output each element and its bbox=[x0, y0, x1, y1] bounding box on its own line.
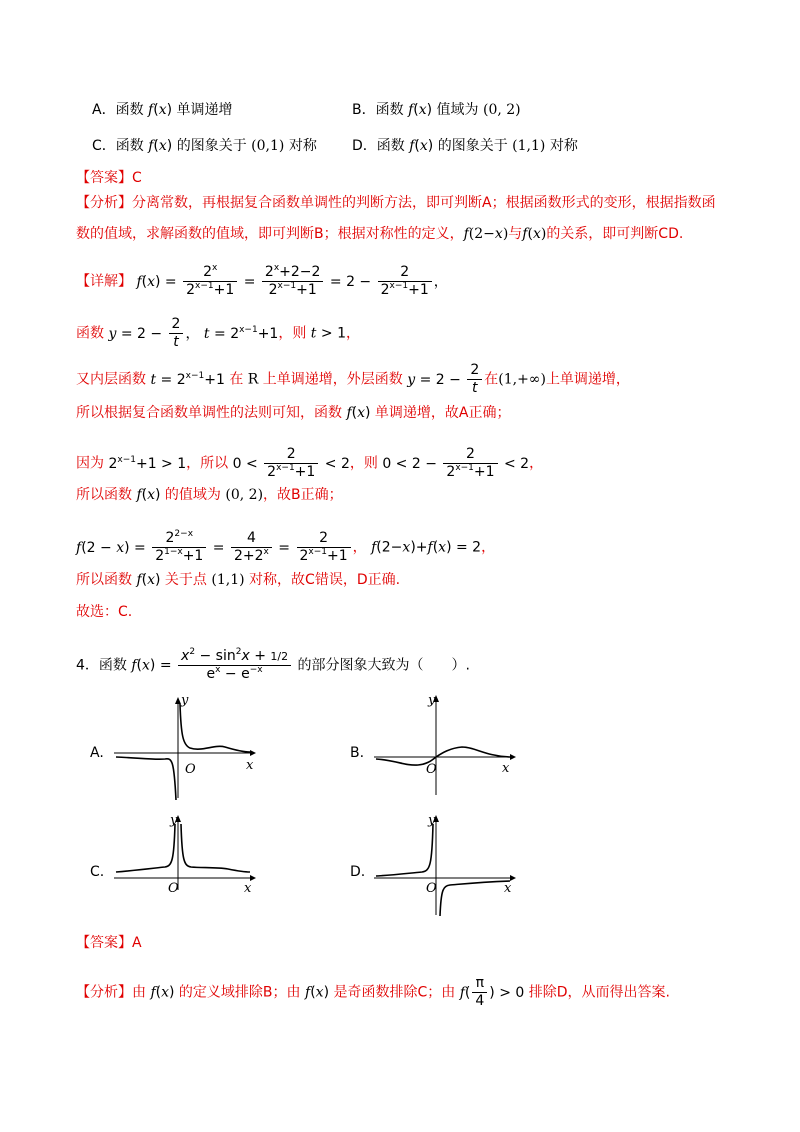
option-d: D．函数 f(x) 的图象关于 (1,1) 对称 bbox=[352, 138, 578, 154]
q3-choice: 故选：C. bbox=[76, 604, 133, 620]
graph-d-y-label: y bbox=[428, 813, 436, 828]
option-a: A．函数 f(x) 单调递增 bbox=[92, 102, 233, 118]
graph-a bbox=[110, 690, 260, 802]
q4-answer: 【答案】A bbox=[76, 935, 142, 951]
graph-c bbox=[110, 810, 260, 900]
q4-stem: 4．函数 f(x) = $\frac{x^2 - \sin^2x + 1/2}{e^x - e^{-x}}$ 的部分图象大致为（ ）. bbox=[76, 647, 471, 682]
q3-detail-line6: 所以函数 f(x) 的值域为 (0, 2)，故B正确； bbox=[76, 487, 343, 503]
option-b: B．函数 f(x) 值域为 (0, 2) bbox=[352, 102, 521, 118]
option-c: C．函数 f(x) 的图象关于 (0,1) 对称 bbox=[92, 138, 317, 154]
graph-d-label: D. bbox=[350, 864, 366, 880]
graph-c-x-label: x bbox=[244, 881, 252, 896]
graph-b bbox=[370, 690, 520, 802]
graph-d bbox=[370, 810, 520, 922]
graph-c-y-label: y bbox=[170, 813, 178, 828]
q3-detail-line2: 函数 y = 2 − $\frac{2}{t}$ ， $t = 2^{x-1}+1$，则 t > 1， bbox=[76, 316, 360, 350]
q3-analysis-line1: 【分析】分离常数，再根据复合函数单调性的判断方法，即可判断A；根据函数形式的变形，根据指数函 bbox=[76, 195, 716, 211]
q3-detail-line1: 【详解】 f(x) = $\frac{2^x}{2^{x-1}+1}$ = $\frac{2^x+2-2}{2^{x-1}+1}$ = 2 − $\frac{2}{2^{x-1}+1}$ ， bbox=[76, 263, 448, 298]
q3-detail-line8: 所以函数 f(x) 关于点 (1,1) 对称，故C错误，D正确. bbox=[76, 572, 401, 588]
graph-b-label: B. bbox=[350, 745, 365, 761]
q3-answer: 【答案】C bbox=[76, 170, 142, 186]
q3-detail-line4: 所以根据复合函数单调性的法则可知，函数 f(x) 单调递增，故A正确； bbox=[76, 405, 511, 421]
graph-a-y-label: y bbox=[181, 693, 189, 708]
graph-d-origin: O bbox=[426, 881, 437, 896]
graph-a-label: A. bbox=[90, 745, 104, 761]
graph-b-y-label: y bbox=[428, 693, 436, 708]
q4-analysis: 【分析】由 f(x) 的定义域排除B；由 f(x) 是奇函数排除C；由 f( $\frac{\pi}{4}$ ) > 0 排除D，从而得出答案. bbox=[76, 975, 670, 1009]
graph-a-x-label: x bbox=[246, 758, 254, 773]
graph-c-label: C. bbox=[90, 864, 105, 880]
q3-detail-line5: 因为 $2^{x-1}+1 > 1$，所以 0 < $\frac{2}{2^{x-1}+1}$ < 2，则 0 < 2 − $\frac{2}{2^{x-1}+1}$ < 2， bbox=[76, 446, 544, 480]
graph-b-origin: O bbox=[426, 762, 437, 777]
q3-detail-line3: 又内层函数 $t = 2^{x-1}+1$ 在 R 上单调递增，外层函数 y = 2 − $\frac{2}{t}$ 在(1,+∞)上单调递增， bbox=[76, 362, 630, 396]
graph-c-origin: O bbox=[168, 881, 179, 896]
q3-analysis-line2: 数的值域，求解函数的值域，即可判断B；根据对称性的定义，f(2−x)与f(x)的关系，即可判断CD. bbox=[76, 226, 684, 242]
graph-a-origin: O bbox=[185, 762, 196, 777]
graph-b-x-label: x bbox=[502, 761, 510, 776]
graph-d-x-label: x bbox=[504, 881, 512, 896]
q3-detail-line7: f(2 − x) = $\frac{2^{2-x}}{2^{1-x}+1}$ = $\frac{4}{2+2^x}$ = $\frac{2}{2^{x-1}+1}$ ， f(2−x)+f(x) = 2， bbox=[76, 529, 496, 564]
